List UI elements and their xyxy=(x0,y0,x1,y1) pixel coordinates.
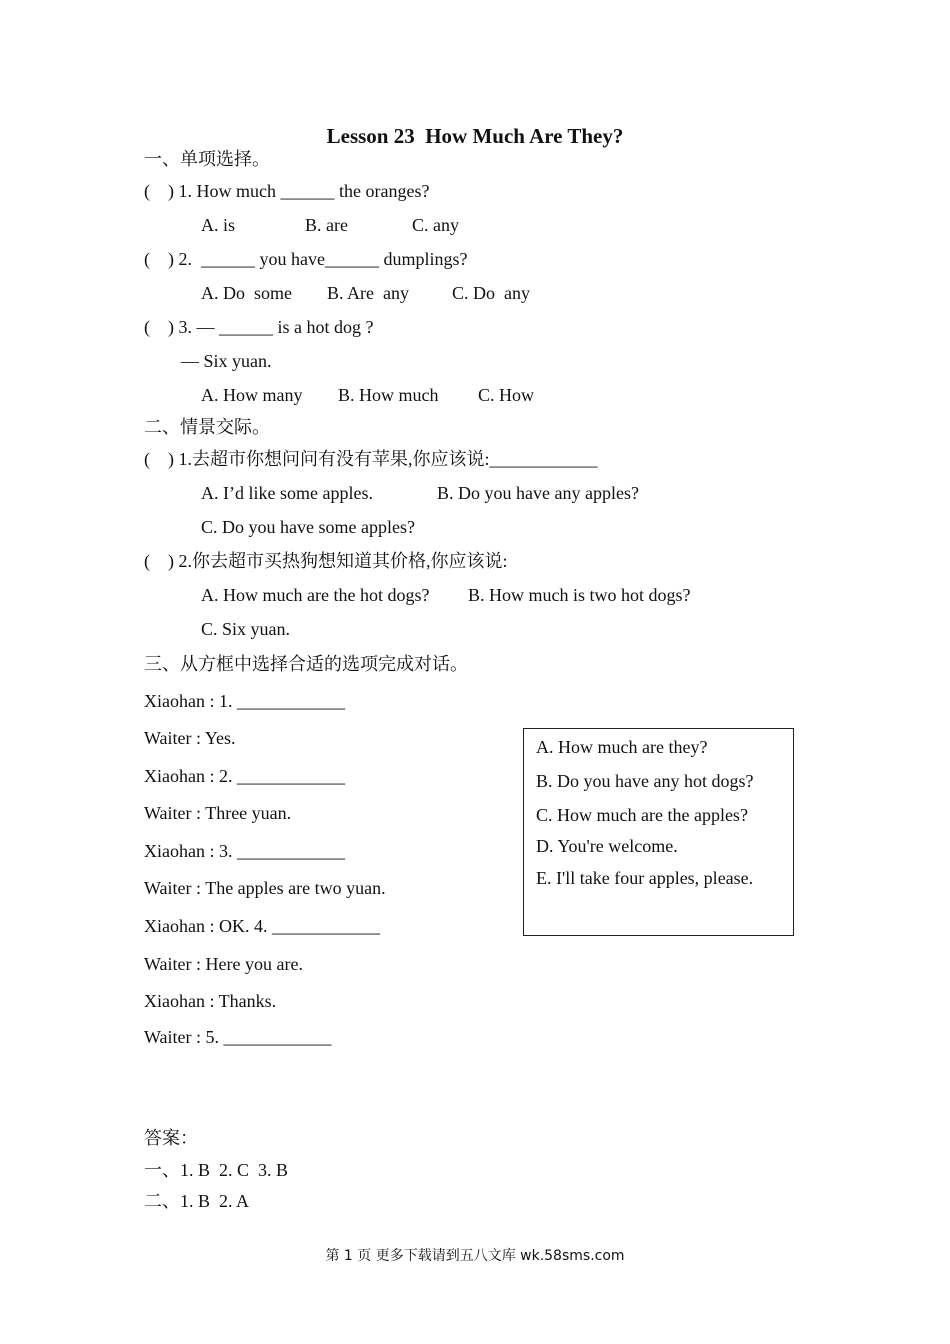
dialogue-line: Waiter : Here you are. xyxy=(144,954,303,974)
question-2-2-option-a: A. How much are the hot dogs? xyxy=(201,585,430,605)
question-2-1-option-b: B. Do you have any apples? xyxy=(437,483,639,503)
question-1-2-option-b: B. Are any xyxy=(327,283,409,303)
page-footer: 第 1 页 更多下载请到五八文库 wk.58sms.com xyxy=(325,1248,625,1264)
question-2-2-stem: ( ) 2.你去超市买热狗想知道其价格,你应该说: xyxy=(144,551,508,571)
question-2-2-option-b: B. How much is two hot dogs? xyxy=(468,585,691,605)
question-1-1-option-b: B. are xyxy=(305,215,348,235)
box-option-d: D. You're welcome. xyxy=(536,836,678,856)
dialogue-line: Waiter : Yes. xyxy=(144,728,236,748)
question-1-3-option-a: A. How many xyxy=(201,385,303,405)
question-2-1-option-c: C. Do you have some apples? xyxy=(201,517,415,537)
answers-heading: 答案： xyxy=(144,1128,198,1148)
question-1-3-option-c: C. How xyxy=(478,385,535,405)
question-1-1-option-a: A. is xyxy=(201,215,236,235)
question-1-2-stem: ( ) 2. ______ you have______ dumplings? xyxy=(144,249,468,269)
question-1-1-stem: ( ) 1. How much ______ the oranges? xyxy=(144,181,430,201)
question-1-2-option-c: C. Do any xyxy=(452,283,530,303)
options-box xyxy=(523,728,794,936)
question-2-2-option-c: C. Six yuan. xyxy=(201,619,291,639)
answers-line-2: 二、1. B 2. A xyxy=(144,1191,250,1211)
question-1-2-option-a: A. Do some xyxy=(201,283,292,303)
box-option-e: E. I'll take four apples, please. xyxy=(536,868,754,888)
dialogue-line: Xiaohan : 1. ____________ xyxy=(144,691,345,711)
dialogue-line: Xiaohan : 3. ____________ xyxy=(144,841,345,861)
dialogue-line: Waiter : The apples are two yuan. xyxy=(144,878,386,898)
page-title: Lesson 23 How Much Are They? xyxy=(326,124,624,148)
question-1-1-option-c: C. any xyxy=(412,215,459,235)
section3-heading: 三、从方框中选择合适的选项完成对话。 xyxy=(144,654,468,674)
dialogue-line: Waiter : Three yuan. xyxy=(144,803,292,823)
dialogue-line: Xiaohan : OK. 4. ____________ xyxy=(144,916,380,936)
dialogue-line: Xiaohan : Thanks. xyxy=(144,991,277,1011)
box-option-c: C. How much are the apples? xyxy=(536,805,748,825)
question-1-3-reply: — Six yuan. xyxy=(181,351,272,371)
question-1-3-stem: ( ) 3. — ______ is a hot dog ? xyxy=(144,317,374,337)
question-1-3-option-b: B. How much xyxy=(338,385,439,405)
box-option-b: B. Do you have any hot dogs? xyxy=(536,771,754,791)
section1-heading: 一、单项选择。 xyxy=(144,149,270,169)
question-2-1-option-a: A. I’d like some apples. xyxy=(201,483,373,503)
answers-line-1: 一、1. B 2. C 3. B xyxy=(144,1160,289,1180)
section2-heading: 二、情景交际。 xyxy=(144,417,270,437)
dialogue-line: Xiaohan : 2. ____________ xyxy=(144,766,345,786)
dialogue-line: Waiter : 5. ____________ xyxy=(144,1027,332,1047)
box-option-a: A. How much are they? xyxy=(536,737,708,757)
question-2-1-stem: ( ) 1.去超市你想问问有没有苹果,你应该说:____________ xyxy=(144,449,598,469)
